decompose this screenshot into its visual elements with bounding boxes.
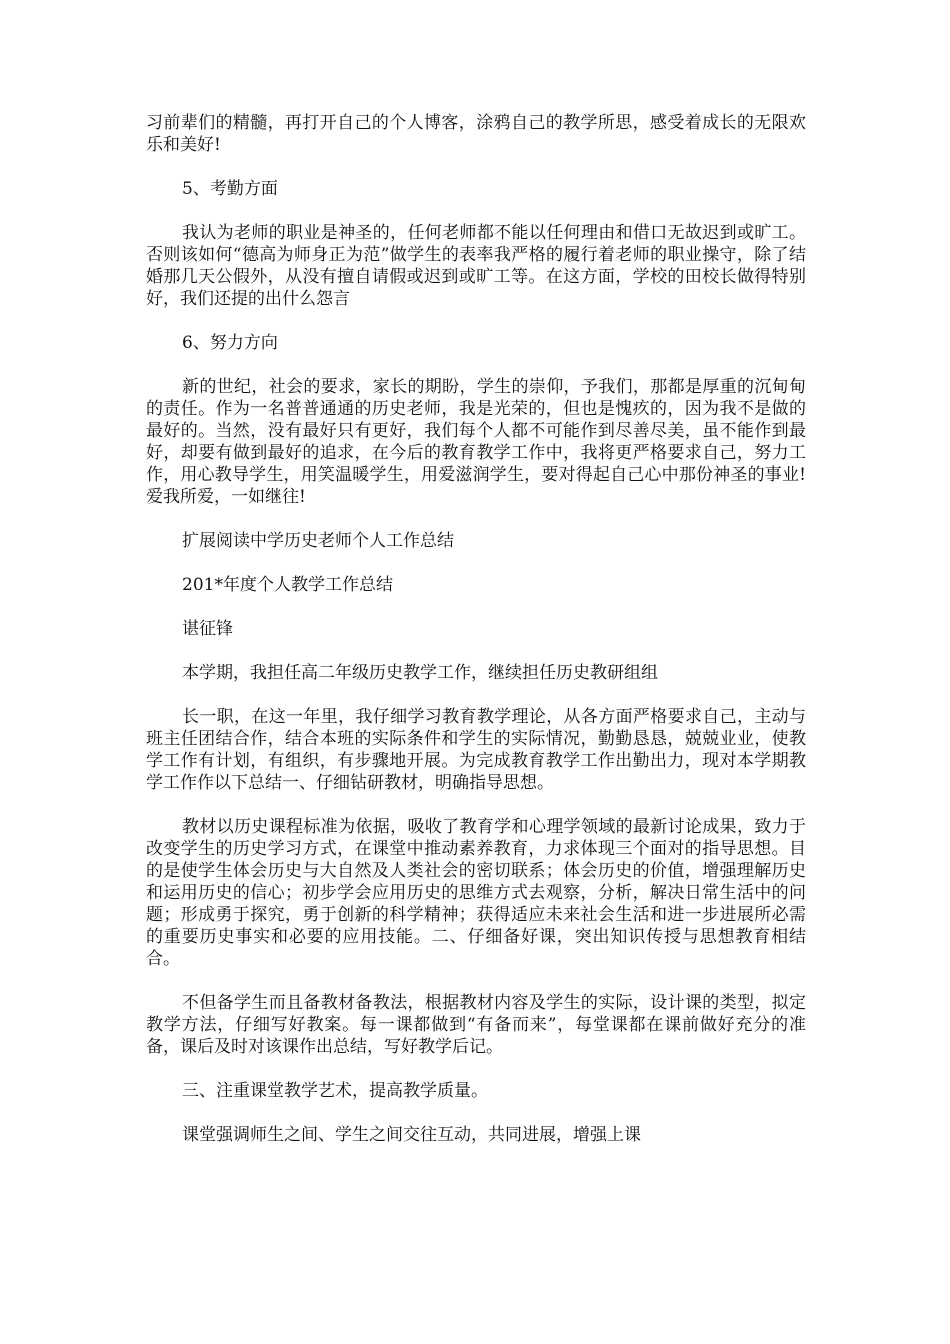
paragraph-intro: 本学期，我担任高二年级历史教学工作，继续担任历史教研组组 [182,663,658,683]
paragraph-direction: 新的世纪，社会的要求，家长的期盼，学生的崇仰，予我们，那都是厚重的沉甸甸的责任。作为一名普普通通的历史老师，我是光荣的，但也是愧疚的，因为我不是做的最好的。当然，没有最好只有更好，我们每个人都不可能作到尽善尽美，虽不能作到最好，却要有做到最好的追求，在今后的教育教学工作中，我将更严格要求自己，努力工作，用心教导学生，用笑温暖学生，用爱滋润学生，要对得起自己心中那份神圣的事业!爱我所爱，一如继往! [146,377,806,507]
section-heading-attendance: 5、考勤方面 [182,179,278,199]
section-heading-classroom: 三、注重课堂教学艺术，提高教学质量。 [182,1081,488,1101]
section-heading-direction: 6、努力方向 [182,333,278,353]
paragraph-continuation: 习前辈们的精髓，再打开自己的个人博客，涂鸦自己的教学所思，感受着成长的无限欢乐和美好! [146,113,806,155]
paragraph-textbook: 教材以历史课程标准为依据，吸收了教育学和心理学领域的最新讨论成果，致力于改变学生的历史学习方式，在课堂中推动素养教育，力求体现三个面对的指导思想。目的是使学生体会历史与大自然及人类社会的密切联系；体会历史的价值，增强理解历史和运用历史的信心；初步学会应用历史的思维方式去观察，分析，解决日常生活中的问题；形成勇于探究，勇于创新的科学精神；获得适应未来社会生活和进一步进展所必需的重要历史事实和必要的应用技能。二、仔细备好课，突出知识传授与思想教育相结合。 [146,817,806,969]
paragraph-attendance: 我认为老师的职业是神圣的，任何老师都不能以任何理由和借口无故迟到或旷工。否则该如何“德高为师身正为范”做学生的表率我严格的履行着老师的职业操守，除了结婚那几天公假外，从没有擅自请假或迟到或旷工等。在这方面，学校的田校长做得特别好，我们还提的出什么怨言 [146,223,806,309]
author-name: 谌征锋 [182,619,233,639]
paragraph-preparation: 不但备学生而且备教材备教法，根据教材内容及学生的实际，设计课的类型，拟定教学方法，仔细写好教案。每一课都做到“有备而来”，每堂课都在课前做好充分的准备，课后及时对该课作出总结，写好教学后记。 [146,993,806,1057]
paragraph-classroom: 课堂强调师生之间、学生之间交往互动，共同进展，增强上课 [182,1125,641,1145]
extended-reading-title: 扩展阅读中学历史老师个人工作总结 [182,531,454,551]
paragraph-role: 长一职，在这一年里，我仔细学习教育教学理论，从各方面严格要求自己，主动与班主任团结合作，结合本班的实际条件和学生的实际情况，勤勤恳恳，兢兢业业，使教学工作有计划，有组织，有步骤地开展。为完成教育教学工作出勤出力，现对本学期教学工作作以下总结一、仔细钻研教材，明确指导思想。 [146,707,806,793]
document-page [146,112,806,1168]
summary-title: 201*年度个人教学工作总结 [182,575,393,595]
